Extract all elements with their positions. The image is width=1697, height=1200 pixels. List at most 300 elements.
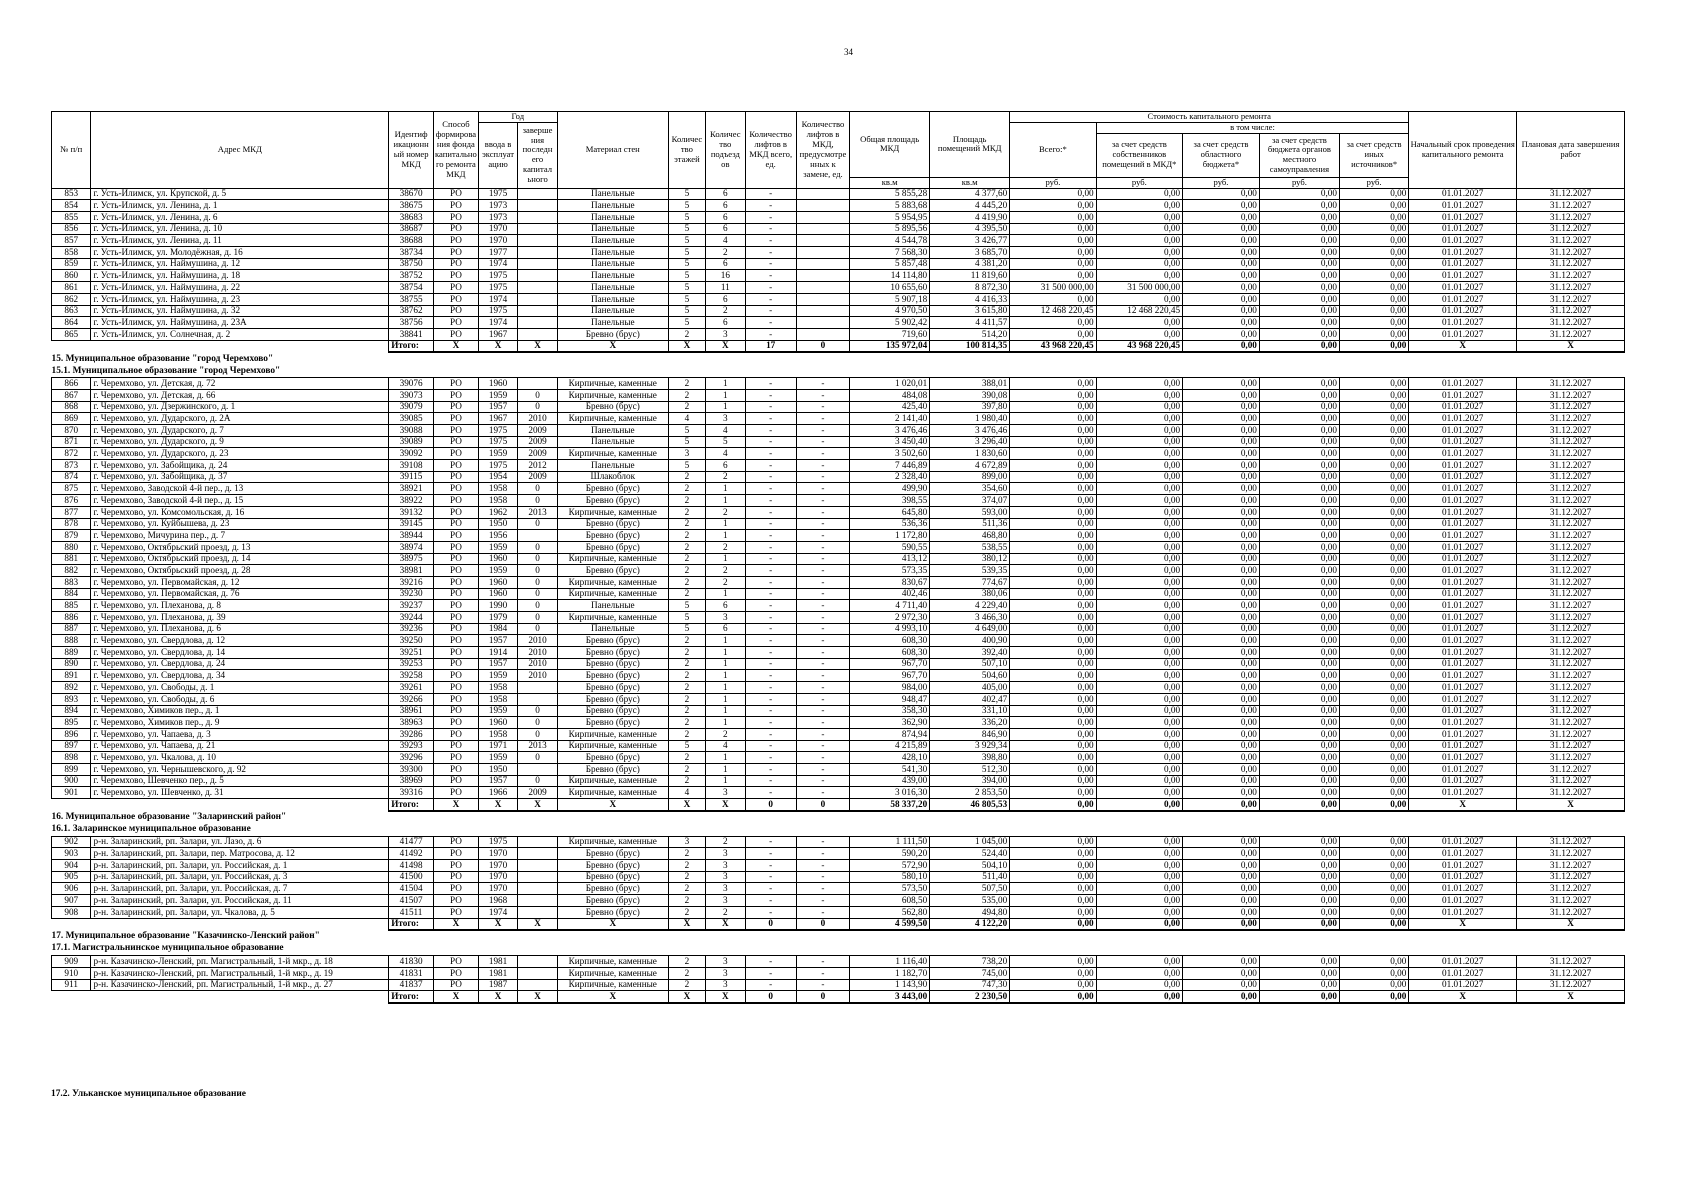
table-cell: г. Усть-Илимск, ул. Ленина, д. 11 xyxy=(91,235,389,247)
table-cell: 1950 xyxy=(478,518,517,530)
table-cell: г. Черемхово, Октябрьский проезд, д. 13 xyxy=(91,541,389,553)
table-cell: 888 xyxy=(52,635,91,647)
table-cell: 31.12.2027 xyxy=(1517,860,1625,872)
table-cell: 31.12.2027 xyxy=(1517,740,1625,752)
table-row xyxy=(52,588,1625,600)
table-cell: 31.12.2027 xyxy=(1517,541,1625,553)
total-cell: X xyxy=(518,799,558,811)
table-cell: - xyxy=(796,717,849,729)
table-cell: 0,00 xyxy=(1010,448,1096,460)
total-cell: X xyxy=(706,991,745,1003)
table-cell: 2 xyxy=(668,576,705,588)
table-cell: - xyxy=(796,600,849,612)
table-cell: 0 xyxy=(518,565,558,577)
table-cell: 31.12.2027 xyxy=(1517,212,1625,224)
table-cell: 507,10 xyxy=(930,658,1010,670)
table-cell: 38670 xyxy=(389,188,434,200)
table-cell: 0,00 xyxy=(1259,906,1339,918)
table-cell: РО xyxy=(434,752,479,764)
table-cell: РО xyxy=(434,895,479,907)
table-cell: 3 xyxy=(706,860,745,872)
table-cell: 0,00 xyxy=(1096,635,1182,647)
table-cell: РО xyxy=(434,317,479,329)
table-cell: 38752 xyxy=(389,270,434,282)
table-cell: 0,00 xyxy=(1096,506,1182,518)
table-cell: 01.01.2027 xyxy=(1409,328,1517,340)
table-cell: 881 xyxy=(52,553,91,565)
table-cell: 1 xyxy=(706,647,745,659)
table-cell: 0,00 xyxy=(1096,425,1182,437)
table-cell: 1974 xyxy=(478,293,517,305)
table-cell: 0,00 xyxy=(1339,871,1408,883)
table-cell: 01.01.2027 xyxy=(1409,317,1517,329)
table-cell: 468,80 xyxy=(930,530,1010,542)
table-cell: г. Черемхово, ул. Дзержинского, д. 1 xyxy=(91,401,389,413)
table-cell: 0,00 xyxy=(1183,328,1260,340)
table-cell: - xyxy=(796,401,849,413)
table-cell: 0,00 xyxy=(1183,612,1260,624)
table-cell xyxy=(518,305,558,317)
table-cell: 0,00 xyxy=(1183,740,1260,752)
table-cell: 41837 xyxy=(389,979,434,991)
table-cell: 1975 xyxy=(478,425,517,437)
unit-own: руб. xyxy=(1096,177,1182,188)
table-row xyxy=(52,212,1625,224)
col-local: за счет средств бюджета органов местного самоуправления xyxy=(1259,133,1339,177)
table-cell: 01.01.2027 xyxy=(1409,235,1517,247)
table-cell: - xyxy=(796,436,849,448)
table-cell: 402,47 xyxy=(930,693,1010,705)
table-cell: 901 xyxy=(52,787,91,799)
table-cell: РО xyxy=(434,740,479,752)
table-cell: 494,80 xyxy=(930,906,1010,918)
table-cell: 01.01.2027 xyxy=(1409,623,1517,635)
table-cell xyxy=(518,860,558,872)
table-cell: 38683 xyxy=(389,212,434,224)
table-cell: 41831 xyxy=(389,967,434,979)
table-cell: РО xyxy=(434,883,479,895)
table-cell: 886 xyxy=(52,612,91,624)
table-cell: РО xyxy=(434,282,479,294)
table-cell: 535,00 xyxy=(930,895,1010,907)
table-cell: 0,00 xyxy=(1259,328,1339,340)
table-cell: 0,00 xyxy=(1259,401,1339,413)
table-cell: 39296 xyxy=(389,752,434,764)
table-cell: 01.01.2027 xyxy=(1409,413,1517,425)
table-cell: 907 xyxy=(52,895,91,907)
col-area-premises: Площадь помещений МКД xyxy=(930,112,1010,178)
table-cell: 31.12.2027 xyxy=(1517,705,1625,717)
table-cell: 31.12.2027 xyxy=(1517,670,1625,682)
table-cell: 0,00 xyxy=(1183,293,1260,305)
table-cell: 31.12.2027 xyxy=(1517,647,1625,659)
table-cell: - xyxy=(745,223,796,235)
table-cell: - xyxy=(745,871,796,883)
table-row xyxy=(52,270,1625,282)
table-cell: 1914 xyxy=(478,647,517,659)
table-row xyxy=(52,647,1625,659)
table-cell: РО xyxy=(434,293,479,305)
table-cell: 911 xyxy=(52,979,91,991)
table-cell: 4 445,20 xyxy=(930,200,1010,212)
table-cell: - xyxy=(796,682,849,694)
table-cell xyxy=(518,906,558,918)
table-cell: р-н. Заларинский, рп. Залари, ул. Чкалова, д. 5 xyxy=(91,906,389,918)
table-cell: 0,00 xyxy=(1259,883,1339,895)
table-cell: 1970 xyxy=(478,883,517,895)
table-row xyxy=(52,425,1625,437)
table-cell: 0,00 xyxy=(1096,328,1182,340)
table-cell: 0 xyxy=(518,717,558,729)
table-cell: 0,00 xyxy=(1183,389,1260,401)
table-cell: 1 xyxy=(706,553,745,565)
table-cell: 859 xyxy=(52,258,91,270)
table-cell: Бревно (брус) xyxy=(557,541,668,553)
table-cell: 7 446,89 xyxy=(850,460,930,472)
col-year-last: заверше ния последн его капитал ьного xyxy=(518,122,558,188)
table-cell: 0,00 xyxy=(1259,188,1339,200)
table-cell: 2 xyxy=(668,775,705,787)
table-cell xyxy=(796,223,849,235)
table-cell: Кирпичные, каменные xyxy=(557,979,668,991)
col-entrances: Количес тво подъезд ов xyxy=(706,112,745,189)
table-cell xyxy=(518,293,558,305)
table-cell: РО xyxy=(434,235,479,247)
table-cell: 1960 xyxy=(478,717,517,729)
table-cell: 1975 xyxy=(478,436,517,448)
table-cell: 4 xyxy=(706,448,745,460)
total-cell: 4 122,20 xyxy=(930,918,1010,930)
table-row xyxy=(52,860,1625,872)
table-cell: 0,00 xyxy=(1096,293,1182,305)
table-cell: 1 xyxy=(706,775,745,787)
table-cell: 1 xyxy=(706,483,745,495)
table-cell: - xyxy=(745,728,796,740)
table-cell: 6 xyxy=(706,623,745,635)
table-cell: г. Черемхово, ул. Шевченко, д. 31 xyxy=(91,787,389,799)
table-cell: 0,00 xyxy=(1259,565,1339,577)
table-cell: 0,00 xyxy=(1183,763,1260,775)
table-row xyxy=(52,553,1625,565)
table-cell: г. Черемхово, Октябрьский проезд, д. 14 xyxy=(91,553,389,565)
table-cell: 908 xyxy=(52,906,91,918)
table-cell: 1956 xyxy=(478,530,517,542)
table-cell: 4 xyxy=(706,740,745,752)
table-cell: 2 xyxy=(706,541,745,553)
table-cell: 31.12.2027 xyxy=(1517,836,1625,848)
table-row xyxy=(52,895,1625,907)
table-cell: Панельные xyxy=(557,436,668,448)
table-row xyxy=(52,530,1625,542)
table-cell: 38921 xyxy=(389,483,434,495)
table-cell: 0,00 xyxy=(1010,565,1096,577)
table-cell: - xyxy=(745,752,796,764)
table-cell: 0,00 xyxy=(1183,471,1260,483)
table-cell: 31.12.2027 xyxy=(1517,906,1625,918)
table-cell: 5 xyxy=(668,200,705,212)
table-cell: 869 xyxy=(52,413,91,425)
table-cell: - xyxy=(745,328,796,340)
table-cell: - xyxy=(745,448,796,460)
table-cell: 1973 xyxy=(478,200,517,212)
table-cell: 0,00 xyxy=(1010,728,1096,740)
table-cell: 2 328,40 xyxy=(850,471,930,483)
table-cell: - xyxy=(745,588,796,600)
table-cell: 0,00 xyxy=(1010,460,1096,472)
table-cell: 905 xyxy=(52,871,91,883)
table-cell: Кирпичные, каменные xyxy=(557,506,668,518)
blank-cell xyxy=(91,991,389,1003)
table-cell: - xyxy=(745,647,796,659)
table-row xyxy=(52,752,1625,764)
table-cell: 41830 xyxy=(389,956,434,968)
unit-regional: руб. xyxy=(1183,177,1260,188)
table-cell: 0 xyxy=(518,588,558,600)
total-cell: 0,00 xyxy=(1339,918,1408,930)
table-cell: 878 xyxy=(52,518,91,530)
table-cell: 1 xyxy=(706,717,745,729)
table-cell: 883 xyxy=(52,576,91,588)
table-cell: 0,00 xyxy=(1010,848,1096,860)
table-cell: г. Усть-Илимск, ул. Наймушина, д. 23 xyxy=(91,293,389,305)
table-cell xyxy=(518,956,558,968)
table-cell: 0 xyxy=(518,495,558,507)
table-cell: 0,00 xyxy=(1010,530,1096,542)
table-cell: Бревно (брус) xyxy=(557,483,668,495)
table-cell: 392,40 xyxy=(930,647,1010,659)
table-cell xyxy=(518,895,558,907)
table-cell: 2 xyxy=(706,576,745,588)
table-cell: 1957 xyxy=(478,775,517,787)
table-cell: РО xyxy=(434,425,479,437)
table-cell xyxy=(518,247,558,259)
table-cell: 0,00 xyxy=(1010,413,1096,425)
table-cell: 0,00 xyxy=(1096,717,1182,729)
table-cell: 0,00 xyxy=(1183,705,1260,717)
table-cell: 0,00 xyxy=(1339,883,1408,895)
table-cell: 2 xyxy=(706,906,745,918)
table-cell: 0 xyxy=(518,483,558,495)
table-cell: 0,00 xyxy=(1339,576,1408,588)
table-cell: 0,00 xyxy=(1259,763,1339,775)
table-cell: г. Черемхово, ул. Плеханова, д. 8 xyxy=(91,600,389,612)
table-cell: 4 395,50 xyxy=(930,223,1010,235)
table-cell: 01.01.2027 xyxy=(1409,647,1517,659)
table-cell: 0,00 xyxy=(1339,223,1408,235)
table-cell: 39300 xyxy=(389,763,434,775)
table-cell: 885 xyxy=(52,600,91,612)
table-cell: 0,00 xyxy=(1096,212,1182,224)
table-cell: Панельные xyxy=(557,188,668,200)
total-cell: X xyxy=(557,340,668,352)
total-cell: X xyxy=(1409,991,1517,1003)
total-cell: 0,00 xyxy=(1339,991,1408,1003)
table-cell: 0,00 xyxy=(1259,895,1339,907)
table-cell: - xyxy=(796,670,849,682)
table-cell: 0,00 xyxy=(1010,836,1096,848)
table-cell: 0,00 xyxy=(1339,425,1408,437)
table-cell: 0,00 xyxy=(1096,612,1182,624)
table-cell: 0,00 xyxy=(1259,530,1339,542)
table-cell: 2 xyxy=(668,860,705,872)
table-cell: 425,40 xyxy=(850,401,930,413)
table-cell: 1970 xyxy=(478,871,517,883)
table-cell: 439,00 xyxy=(850,775,930,787)
table-cell: Бревно (брус) xyxy=(557,752,668,764)
table-cell: 4 xyxy=(706,235,745,247)
table-cell: 1 xyxy=(706,705,745,717)
table-cell: 0,00 xyxy=(1183,871,1260,883)
table-cell: 0 xyxy=(518,389,558,401)
table-cell: Кирпичные, каменные xyxy=(557,378,668,390)
table-cell: 0,00 xyxy=(1339,413,1408,425)
table-cell: 1 xyxy=(706,518,745,530)
table-cell: 1 980,40 xyxy=(930,413,1010,425)
table-cell: 0,00 xyxy=(1259,506,1339,518)
table-cell: 31.12.2027 xyxy=(1517,588,1625,600)
table-cell: - xyxy=(745,906,796,918)
table-cell: 0,00 xyxy=(1010,883,1096,895)
table-cell: 01.01.2027 xyxy=(1409,471,1517,483)
table-cell: 889 xyxy=(52,647,91,659)
table-cell: 0,00 xyxy=(1183,247,1260,259)
table-cell: 2 xyxy=(668,979,705,991)
table-cell: Панельные xyxy=(557,317,668,329)
total-cell: X xyxy=(557,991,668,1003)
total-cell: 0 xyxy=(745,799,796,811)
table-cell: 38687 xyxy=(389,223,434,235)
table-cell: 1958 xyxy=(478,483,517,495)
table-cell: 0,00 xyxy=(1183,836,1260,848)
table-cell: г. Черемхово, Заводской 4-й пер., д. 15 xyxy=(91,495,389,507)
table-cell: 4 381,20 xyxy=(930,258,1010,270)
table-cell: Панельные xyxy=(557,270,668,282)
table-cell: 1 830,60 xyxy=(930,448,1010,460)
table-cell xyxy=(796,212,849,224)
table-cell: 41504 xyxy=(389,883,434,895)
total-cell: X xyxy=(1517,799,1625,811)
table-cell: - xyxy=(796,883,849,895)
total-cell: 100 814,35 xyxy=(930,340,1010,352)
table-cell: 1957 xyxy=(478,635,517,647)
table-cell: 2013 xyxy=(518,740,558,752)
total-cell: 0,00 xyxy=(1010,799,1096,811)
table-cell: 0,00 xyxy=(1010,506,1096,518)
section-heading: 17.1. Магистральнинское муниципальное образование xyxy=(51,943,284,954)
table-cell: 0,00 xyxy=(1010,705,1096,717)
table-cell: 01.01.2027 xyxy=(1409,871,1517,883)
table-cell: р-н. Заларинский, рп. Залари, ул. Лазо, д. 6 xyxy=(91,836,389,848)
table-cell: РО xyxy=(434,541,479,553)
table-cell: 0,00 xyxy=(1339,705,1408,717)
table-cell: РО xyxy=(434,728,479,740)
table-cell: 0,00 xyxy=(1183,425,1260,437)
table-cell: 1979 xyxy=(478,612,517,624)
table-cell: 0,00 xyxy=(1339,895,1408,907)
table-cell: 6 xyxy=(706,188,745,200)
table-cell: 484,08 xyxy=(850,389,930,401)
table-cell: 01.01.2027 xyxy=(1409,979,1517,991)
table-cell: 1967 xyxy=(478,328,517,340)
table-cell: 0,00 xyxy=(1183,518,1260,530)
table-cell: 3 xyxy=(706,328,745,340)
table-cell: 0,00 xyxy=(1096,670,1182,682)
table-cell: 0,00 xyxy=(1096,682,1182,694)
table-cell: - xyxy=(796,471,849,483)
table-cell: 14 114,80 xyxy=(850,270,930,282)
table-cell: 0,00 xyxy=(1010,740,1096,752)
table-cell: 874 xyxy=(52,471,91,483)
total-cell: X xyxy=(518,340,558,352)
table-cell: 511,40 xyxy=(930,871,1010,883)
table-cell: г. Усть-Илимск, ул. Ленина, д. 10 xyxy=(91,223,389,235)
table-cell: 0,00 xyxy=(1096,495,1182,507)
table-cell: РО xyxy=(434,495,479,507)
table-cell: 12 468 220,45 xyxy=(1010,305,1096,317)
total-cell: X xyxy=(478,991,517,1003)
table-cell: 0,00 xyxy=(1183,565,1260,577)
table-cell: 747,30 xyxy=(930,979,1010,991)
table-cell: 0,00 xyxy=(1096,895,1182,907)
table-cell: 01.01.2027 xyxy=(1409,752,1517,764)
table-cell: 524,40 xyxy=(930,848,1010,860)
table-cell: 2 xyxy=(668,967,705,979)
table-cell: 5 855,28 xyxy=(850,188,930,200)
table-cell: 3 685,70 xyxy=(930,247,1010,259)
table-cell: 31.12.2027 xyxy=(1517,471,1625,483)
table-cell: 38841 xyxy=(389,328,434,340)
col-start: Начальный срок проведения капитального ремонта xyxy=(1409,112,1517,189)
table-row xyxy=(52,247,1625,259)
table-cell: 0,00 xyxy=(1339,378,1408,390)
table-cell: 0,00 xyxy=(1183,495,1260,507)
table-cell: 6 xyxy=(706,200,745,212)
table-cell: 0,00 xyxy=(1096,436,1182,448)
table-cell: 0,00 xyxy=(1183,693,1260,705)
table-cell: 538,55 xyxy=(930,541,1010,553)
table-cell: 5 xyxy=(668,235,705,247)
table-cell: 0,00 xyxy=(1096,200,1182,212)
table-cell: 0,00 xyxy=(1339,282,1408,294)
table-cell: 0,00 xyxy=(1259,448,1339,460)
col-own: за счет средств собственников помещений в МКД* xyxy=(1096,133,1182,177)
table-cell: г. Усть-Илимск, ул. Солнечная, д. 2 xyxy=(91,328,389,340)
table-cell: 1959 xyxy=(478,389,517,401)
table-row xyxy=(52,293,1625,305)
table-cell: 3 476,46 xyxy=(930,425,1010,437)
table-cell: 3 xyxy=(668,836,705,848)
table-cell: 0,00 xyxy=(1096,518,1182,530)
table-cell: 984,00 xyxy=(850,682,930,694)
table-cell: 31.12.2027 xyxy=(1517,235,1625,247)
blank-cell xyxy=(91,799,389,811)
table-cell xyxy=(518,282,558,294)
blank-cell xyxy=(91,918,389,930)
table-cell: 858 xyxy=(52,247,91,259)
table-row xyxy=(52,495,1625,507)
table-cell: 3 xyxy=(706,979,745,991)
table-cell: 2 xyxy=(706,247,745,259)
table-cell: 1974 xyxy=(478,317,517,329)
table-cell: 1984 xyxy=(478,623,517,635)
table-cell: 0,00 xyxy=(1259,413,1339,425)
table-cell: 39258 xyxy=(389,670,434,682)
section-heading-row xyxy=(52,943,1625,956)
table-cell: 01.01.2027 xyxy=(1409,506,1517,518)
section-heading-row xyxy=(52,365,1625,378)
table-cell: 1 xyxy=(706,682,745,694)
table-cell: - xyxy=(796,635,849,647)
